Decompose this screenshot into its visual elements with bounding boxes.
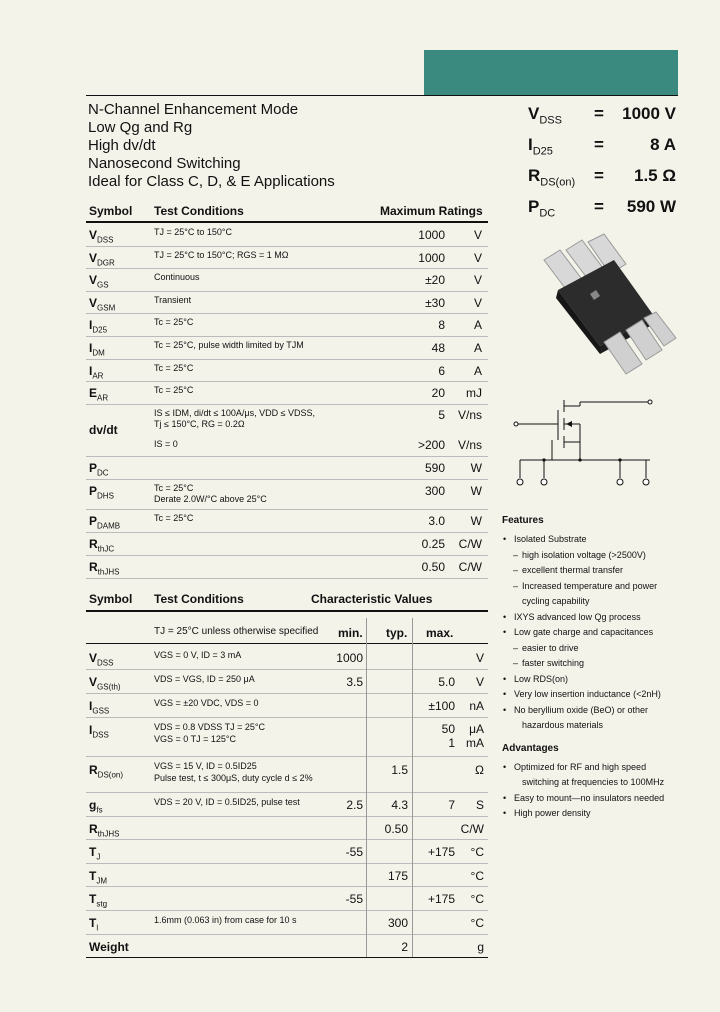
key-param-value: 1000 V [622,104,676,123]
typ-value: 0.50 [384,821,408,836]
list-bullet: • IXYS advanced low Qg process [503,611,641,623]
row-divider [86,291,488,292]
list-continuation: cycling capability [522,596,590,606]
list-subitem: – easier to drive [522,642,579,654]
row-unit: °C [470,845,484,860]
col-conditions-header: Test Conditions [154,204,244,218]
row-condition: Continuous [154,272,200,283]
row-symbol: $R_{thJHS}$ [89,821,120,838]
row-divider [86,578,488,579]
intro-feature: Nanosecond Switching [88,155,241,172]
row-unit: C/W [458,559,482,574]
section-title: Features [502,515,544,526]
row-value: 48 [431,341,445,355]
table-rule [86,643,488,644]
row-divider [86,693,488,694]
row-divider [86,509,488,510]
row-symbol: $V_{DGR}$ [89,250,115,267]
list-subitem: – excellent thermal transfer [522,564,623,576]
row-unit: °C [470,916,484,930]
row-symbol: $V_{GS(th)}$ [89,675,121,692]
table-rule [86,221,488,223]
row-symbol: $T_{stg}$ [89,892,108,909]
list-continuation: hazardous materials [522,720,604,730]
row-unit: V/ns [457,437,482,452]
row-unit: C/W [460,821,484,836]
row-symbol: $P_{DC}$ [89,460,109,478]
row-symbol: $P_{DAMB}$ [89,513,121,531]
row-divider [86,404,488,405]
mosfet-symbol-diagram [492,390,682,506]
row-condition: VGS = ±20 VDC, VDS = 0 [154,698,259,708]
max-value: +175 [427,892,455,907]
max-value: 1 [448,736,455,750]
row-unit: °C [470,868,484,883]
row-divider [86,886,488,887]
row-symbol: $I_{GSS}$ [89,699,110,716]
row-unit: nA [469,699,484,713]
row-unit: mA [466,736,484,750]
row-symbol: $V_{DSS}$ [89,651,114,668]
row-unit: A [473,318,482,333]
table-rule [86,957,488,958]
intro-feature: Ideal for Class C, D, & E Applications [88,173,335,190]
row-symbol: $E_{AR}$ [89,386,109,403]
col-values-header: Characteristic Values [311,592,433,606]
row-unit: V/ns [457,407,482,422]
row-unit: mJ [466,386,482,401]
key-param-symbol: $V_{DSS}$ [528,104,562,127]
max-value: 50 [441,722,455,736]
key-param-value: 590 W [626,197,676,216]
table-rule [86,610,488,612]
row-unit: V [473,273,482,288]
list-bullet: • Optimized for RF and high speed [503,761,646,773]
row-symbol: $R_{thJHS}$ [89,559,120,577]
row-unit: V [473,250,482,265]
row-symbol: $R_{DS(on)}$ [89,763,124,780]
row-unit: g [477,939,484,954]
row-condition: TJ = 25°C to 150°C; RGS = 1 MΩ [154,249,289,260]
col-ratings-header: Maximum Ratings [380,204,483,218]
list-bullet: • Easy to mount—no insulators needed [503,792,664,804]
row-symbol: $V_{GSM}$ [89,295,116,313]
row-divider [86,863,488,864]
row-condition: VDS = VGS, ID = 250 μA [154,674,255,684]
row-symbol: dv/dt [89,422,118,437]
row-value: 0.50 [421,559,445,574]
row-symbol: $R_{thJC}$ [89,536,115,554]
min-value: 1000 [336,651,363,665]
row-symbol: $I_{AR}$ [89,363,104,380]
row-divider [86,717,488,718]
row-symbol: $I_{D25}$ [89,318,108,335]
row-symbol: Weight [89,939,129,954]
col-symbol-header: Symbol [89,592,133,606]
intro-feature: High dv/dt [88,137,156,154]
min-header: min. [338,626,363,640]
row-value: ±30 [425,295,445,310]
row-value: 0.25 [421,536,445,551]
row-condition: Pulse test, t ≤ 300μS, duty cycle d ≤ 2% [154,773,313,783]
typ-header: typ. [386,626,408,640]
list-subitem: – faster switching [522,657,584,669]
row-condition: VGS = 0 TJ = 125°C [154,734,236,744]
row-condition: Tc = 25°C, pulse width limited by TJM [154,340,304,350]
list-bullet: • No beryllium oxide (BeO) or other [503,704,648,716]
row-unit: S [475,798,484,812]
max-value: +175 [427,845,455,860]
row-symbol: $g_{fs}$ [89,798,103,815]
row-value: 6 [438,363,445,378]
row-unit: V [473,295,482,310]
row-value: 3.0 [428,513,445,528]
row-condition: VGS = 0 V, ID = 3 mA [154,650,242,660]
row-unit: V [475,651,484,665]
row-unit: C/W [458,536,482,551]
row-divider [86,268,488,269]
row-unit: V [473,228,482,242]
min-value: -55 [345,845,363,860]
row-condition: Tj ≤ 150°C, RG = 0.2Ω [154,418,245,429]
row-symbol: $I_{DSS}$ [89,723,109,740]
list-bullet: • Very low insertion inductance (<2nH) [503,688,661,700]
row-unit: °C [470,892,484,907]
column-separator [412,618,413,957]
key-param-symbol: $I_{D25}$ [528,135,553,158]
list-bullet: • Isolated Substrate [503,533,587,545]
list-bullet: • High power density [503,807,591,819]
row-unit: μA [469,722,484,736]
temp-note: TJ = 25°C unless otherwise specified [154,626,319,637]
row-divider [86,839,488,840]
row-divider [86,934,488,935]
max-header: max. [426,626,454,640]
row-symbol: $T_J$ [89,845,101,862]
key-param-symbol: $R_{DS(on)}$ [528,166,576,189]
list-bullet: • Low gate charge and capacitances [503,626,653,638]
header-rule [86,95,678,96]
row-condition: Tc = 25°C [154,317,194,328]
row-value: 8 [438,318,445,333]
row-symbol: $T_{JM}$ [89,868,108,886]
key-param-equals: = [594,135,604,154]
key-param-value: 1.5 Ω [634,166,676,185]
min-value: 2.5 [346,798,363,812]
package-image [530,232,680,382]
typ-value: 4.3 [391,798,408,812]
row-condition: IS ≤ IDM, di/dt ≤ 100A/μs, VDD ≤ VDSS, [154,407,316,418]
row-divider [86,479,488,480]
min-value: -55 [345,892,363,907]
row-unit: Ω [475,763,484,777]
section-title: Advantages [502,742,559,754]
row-divider [86,313,488,314]
row-divider [86,246,488,247]
key-param-equals: = [594,197,604,216]
row-divider [86,359,488,360]
row-condition: Transient [154,294,192,305]
key-param-equals: = [594,166,604,185]
row-condition: VGS = 15 V, ID = 0.5ID25 [154,761,257,771]
row-unit: A [473,363,482,378]
row-divider [86,816,488,817]
list-subitem: – Increased temperature and power [522,580,657,592]
typ-value: 300 [387,916,408,930]
row-unit: A [473,341,482,355]
row-divider [86,456,488,457]
row-value: 5 [438,407,445,422]
typ-value: 1.5 [391,763,408,777]
row-divider [86,910,488,911]
row-value: 20 [431,386,445,401]
row-value: 1000 [418,250,445,265]
row-unit: W [470,513,482,528]
row-value: 1000 [418,228,445,242]
row-value: >200 [417,437,445,452]
row-condition: Tc = 25°C [154,362,194,373]
key-param-value: 8 A [650,135,676,154]
row-condition: Tc = 25°C [154,385,194,396]
row-symbol: $T_l$ [89,916,99,933]
max-value: 5.0 [438,675,455,689]
row-divider [86,792,488,793]
row-divider [86,381,488,382]
row-divider [86,756,488,757]
row-unit: V [475,675,484,689]
row-divider [86,669,488,670]
row-symbol: $V_{DSS}$ [89,228,114,245]
list-subitem: – high isolation voltage (>2500V) [522,549,646,561]
row-unit: W [470,460,482,475]
row-condition: VDS = 0.8 VDSS TJ = 25°C [154,722,265,732]
row-value: 300 [424,483,445,498]
row-value: 590 [424,460,445,475]
row-condition: Tc = 25°C [154,512,194,523]
row-divider [86,555,488,556]
row-divider [86,532,488,533]
col-conditions-header: Test Conditions [154,592,244,606]
part-number-box [424,50,678,95]
row-symbol: $V_{GS}$ [89,273,109,290]
intro-feature: Low Qg and Rg [88,119,193,136]
row-condition: Tc = 25°C [154,482,194,493]
list-continuation: switching at frequencies to 100MHz [522,777,665,787]
key-param-symbol: $P_{DC}$ [528,197,556,220]
typ-value: 2 [401,939,408,954]
row-condition: TJ = 25°C to 150°C [154,227,232,237]
min-value: 3.5 [346,675,363,689]
key-param-equals: = [594,104,604,123]
row-condition: VDS = 20 V, ID = 0.5ID25, pulse test [154,797,300,807]
row-condition: Derate 2.0W/°C above 25°C [154,493,267,504]
column-separator [366,618,367,957]
typ-value: 175 [387,868,408,883]
row-divider [86,336,488,337]
row-symbol: $I_{DM}$ [89,341,105,358]
col-symbol-header: Symbol [89,204,133,218]
intro-feature: N-Channel Enhancement Mode [88,101,299,118]
row-condition: 1.6mm (0.063 in) from case for 10 s [154,915,297,925]
row-symbol: $P_{DHS}$ [89,483,114,501]
row-value: ±20 [425,273,445,288]
row-unit: W [470,483,482,498]
row-condition: IS = 0 [154,438,178,449]
list-bullet: • Low RDS(on) [503,673,568,685]
max-value: ±100 [428,699,455,713]
max-value: 7 [448,798,455,812]
